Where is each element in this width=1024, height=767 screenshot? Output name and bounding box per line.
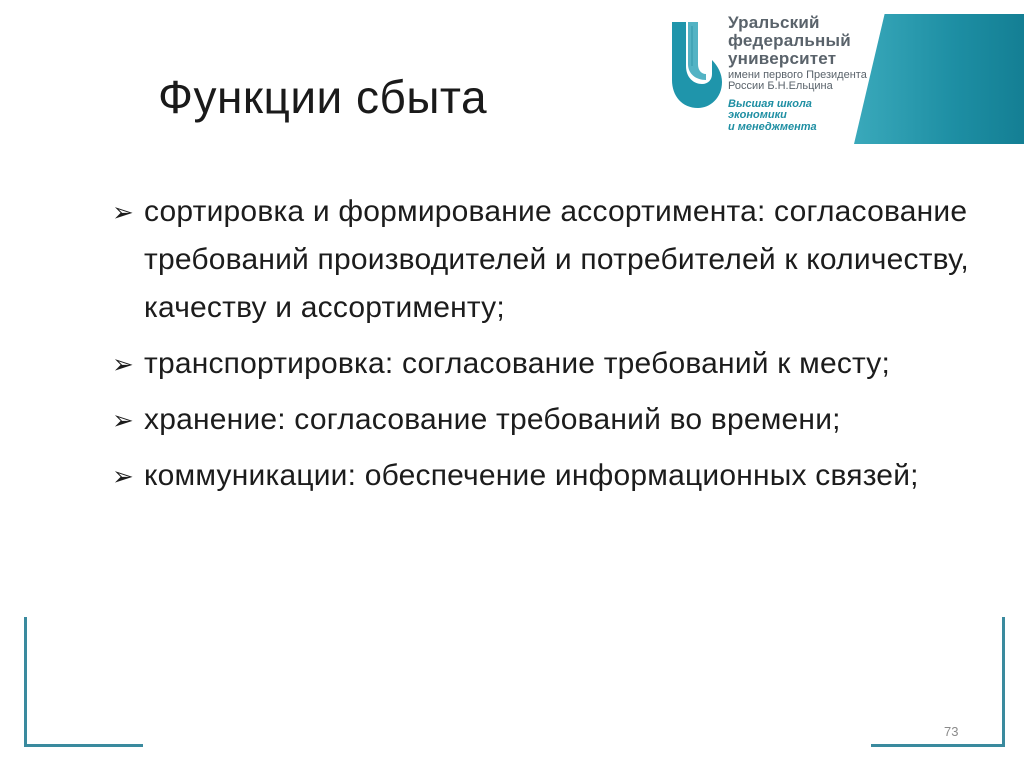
list-item [112, 396, 972, 444]
logo-text [728, 14, 867, 133]
slide-title: Функции сбыта [158, 71, 488, 123]
list-item-text: транспортировка: согласование требований к месту; [144, 347, 891, 380]
arrow-bullet-icon: ➢ [112, 405, 134, 435]
list-item [112, 188, 972, 332]
urfu-logo-mark-icon [668, 20, 724, 110]
frame-corner-right [871, 617, 1005, 747]
list-item-text: сортировка и формирование ассортимента: согласование требований производителей и потребителей к количеству, качеству и ассортименту; [144, 195, 969, 324]
arrow-bullet-icon: ➢ [112, 197, 134, 227]
list-item-text: коммуникации: обеспечение информационных связей; [144, 459, 919, 492]
bullet-list [112, 188, 972, 508]
logo-text-line: имени первого Президента [728, 68, 867, 81]
logo-text-line: и менеджмента [728, 120, 817, 133]
list-item [112, 340, 972, 388]
logo-text-line: университет [728, 48, 837, 68]
logo-text-line: экономики [728, 109, 787, 122]
logo-text-line: Высшая школа [728, 97, 812, 110]
university-logo [668, 14, 1024, 144]
arrow-bullet-icon: ➢ [112, 349, 134, 379]
list-item [112, 452, 972, 500]
logo-teal-band [854, 14, 1024, 144]
logo-text-line: Уральский [728, 13, 820, 32]
logo-text-line: федеральный [728, 30, 851, 50]
logo-text-line: России Б.Н.Ельцина [728, 80, 833, 93]
arrow-bullet-icon: ➢ [112, 461, 134, 491]
frame-corner-left [24, 617, 143, 747]
list-item-text: хранение: согласование требований во времени; [144, 403, 841, 436]
page-number: 73 [944, 724, 959, 739]
